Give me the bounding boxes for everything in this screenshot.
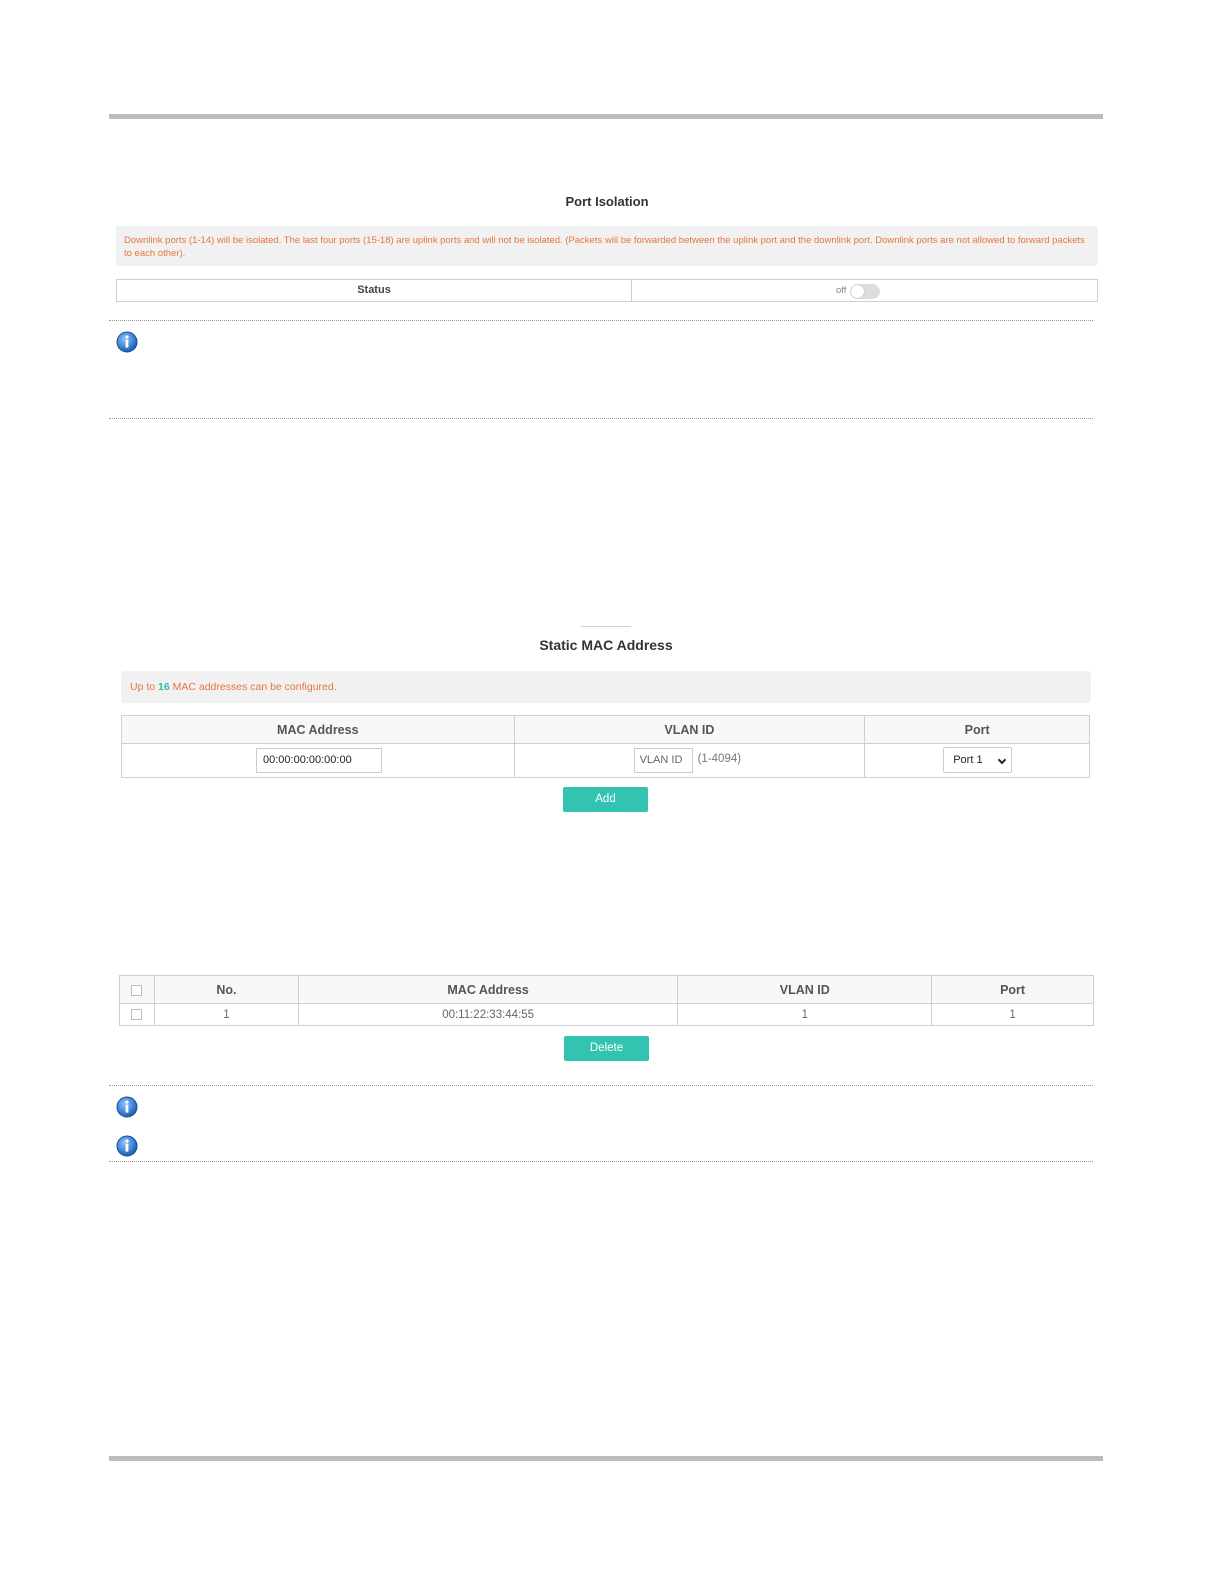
- column-header-vlan: VLAN ID: [514, 716, 865, 744]
- row-no: 1: [154, 1004, 298, 1026]
- section-divider: [581, 626, 631, 627]
- note-divider: [109, 1085, 1093, 1086]
- info-icon: [116, 331, 138, 353]
- row-mac: 00:11:22:33:44:55: [298, 1004, 678, 1026]
- note-divider: [109, 418, 1093, 419]
- row-port: 1: [932, 1004, 1094, 1026]
- select-all-cell: [120, 976, 155, 1004]
- vlan-range-hint: (1-4094): [697, 753, 742, 765]
- vlan-id-input[interactable]: VLAN ID: [634, 748, 693, 773]
- notice-prefix: Up to: [130, 681, 159, 693]
- port-selected-value: Port 1: [953, 754, 983, 766]
- info-icon: [116, 1135, 138, 1157]
- row-vlan: 1: [678, 1004, 932, 1026]
- port-cell: [865, 744, 1090, 778]
- static-mac-notice: [121, 671, 1091, 703]
- vlan-cell: [514, 744, 865, 778]
- column-header-no: No.: [154, 976, 298, 1004]
- notice-suffix: MAC addresses can be configured.: [169, 681, 337, 693]
- port-isolation-notice: Downlink ports (1-14) will be isolated. The last four ports (15-18) are uplink ports and will not be isolated. (Packets will be forwarded between the uplink port and the downlink port. Downlink ports are not allowed to forward packets to each other).: [116, 226, 1098, 266]
- select-all-checkbox[interactable]: [131, 985, 142, 996]
- column-header-mac: MAC Address: [122, 716, 515, 744]
- column-header-port: Port: [865, 716, 1090, 744]
- delete-button[interactable]: Delete: [564, 1036, 649, 1061]
- column-header-port: Port: [932, 976, 1094, 1004]
- mac-cell: [122, 744, 515, 778]
- note-divider: [109, 320, 1093, 321]
- static-mac-title: Static MAC Address: [539, 637, 673, 653]
- add-button[interactable]: Add: [563, 787, 648, 812]
- info-icon: [116, 1096, 138, 1118]
- status-label: Status: [117, 280, 632, 301]
- port-select[interactable]: [943, 747, 1012, 773]
- header-rule: [109, 114, 1103, 119]
- column-header-vlan: VLAN ID: [678, 976, 932, 1004]
- chevron-down-icon: [998, 756, 1006, 764]
- toggle-knob: [851, 285, 864, 298]
- column-header-mac: MAC Address: [298, 976, 678, 1004]
- row-select-cell: [120, 1004, 155, 1026]
- port-isolation-status-table: [116, 279, 1098, 302]
- status-value-cell: [632, 280, 1097, 301]
- row-checkbox[interactable]: [131, 1009, 142, 1020]
- static-mac-list-table: [119, 975, 1094, 1026]
- note-divider: [109, 1161, 1093, 1162]
- static-mac-form-table: [121, 715, 1090, 778]
- port-isolation-title: Port Isolation: [565, 194, 649, 209]
- notice-count: 16: [158, 681, 170, 693]
- port-isolation-toggle[interactable]: [850, 284, 880, 299]
- footer-rule: [109, 1456, 1103, 1461]
- table-row: [120, 1004, 1094, 1026]
- toggle-state-label: off: [836, 285, 847, 296]
- mac-address-input[interactable]: 00:00:00:00:00:00: [256, 748, 382, 773]
